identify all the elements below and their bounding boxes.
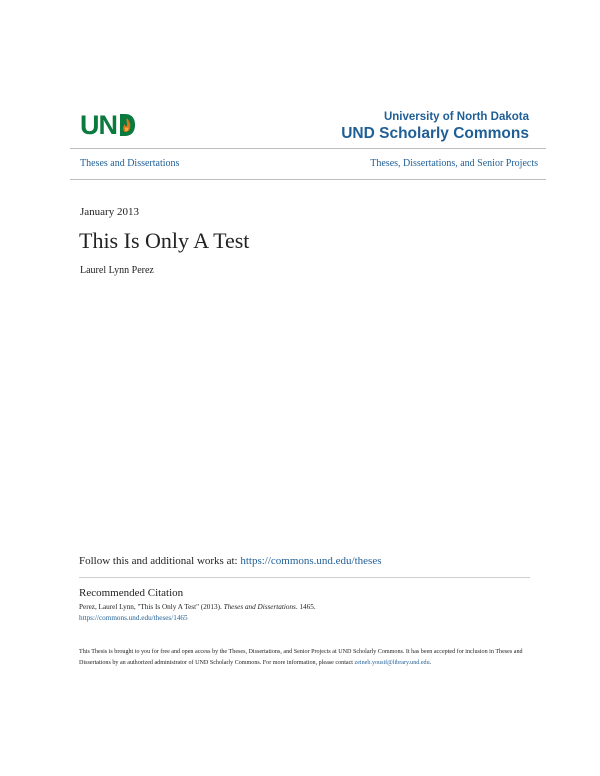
access-notice [79,647,539,669]
document-author: Laurel Lynn Perez [80,265,154,276]
citation-journal: Theses and Dissertations [223,603,296,611]
notice-text: This Thesis is brought to you for free and open access by the Theses, Dissertations, and Senior Projects at UND Scholarly Commons. It has been accepted for inclusion in Theses and Dissertations by an authorized administrator of UND Scholarly Commons. For more information, please contact [79,649,523,666]
citation-text [79,602,316,612]
repository-name: UND Scholarly Commons [341,125,529,142]
citation-link[interactable]: https://commons.und.edu/theses/1465 [79,614,188,622]
und-logo-text: UN [80,110,117,140]
publication-date: January 2013 [80,206,139,218]
university-name: University of North Dakota [383,111,529,123]
notice-end: . [429,660,432,666]
document-title: This Is Only A Test [79,228,250,253]
citation-suffix: . 1465. [295,603,316,611]
follow-line [79,554,382,568]
divider-citation [79,577,530,578]
follow-link[interactable]: https://commons.und.edu/theses [240,555,382,567]
flame-d-icon [118,112,136,138]
divider-top [70,148,546,149]
divider-nav [70,179,546,180]
contact-email-link[interactable]: zeineb.yousif@library.und.edu [354,660,430,666]
collection-link-senior-projects[interactable]: Theses, Dissertations, and Senior Projects [370,158,538,169]
citation-heading: Recommended Citation [79,587,184,599]
follow-label: Follow this and additional works at: [79,555,241,567]
und-logo[interactable] [80,110,136,140]
repository-branding[interactable] [341,110,529,144]
citation-prefix: Perez, Laurel Lynn, "This Is Only A Test" (2013). [79,603,224,611]
collection-link-theses[interactable]: Theses and Dissertations [80,158,180,169]
